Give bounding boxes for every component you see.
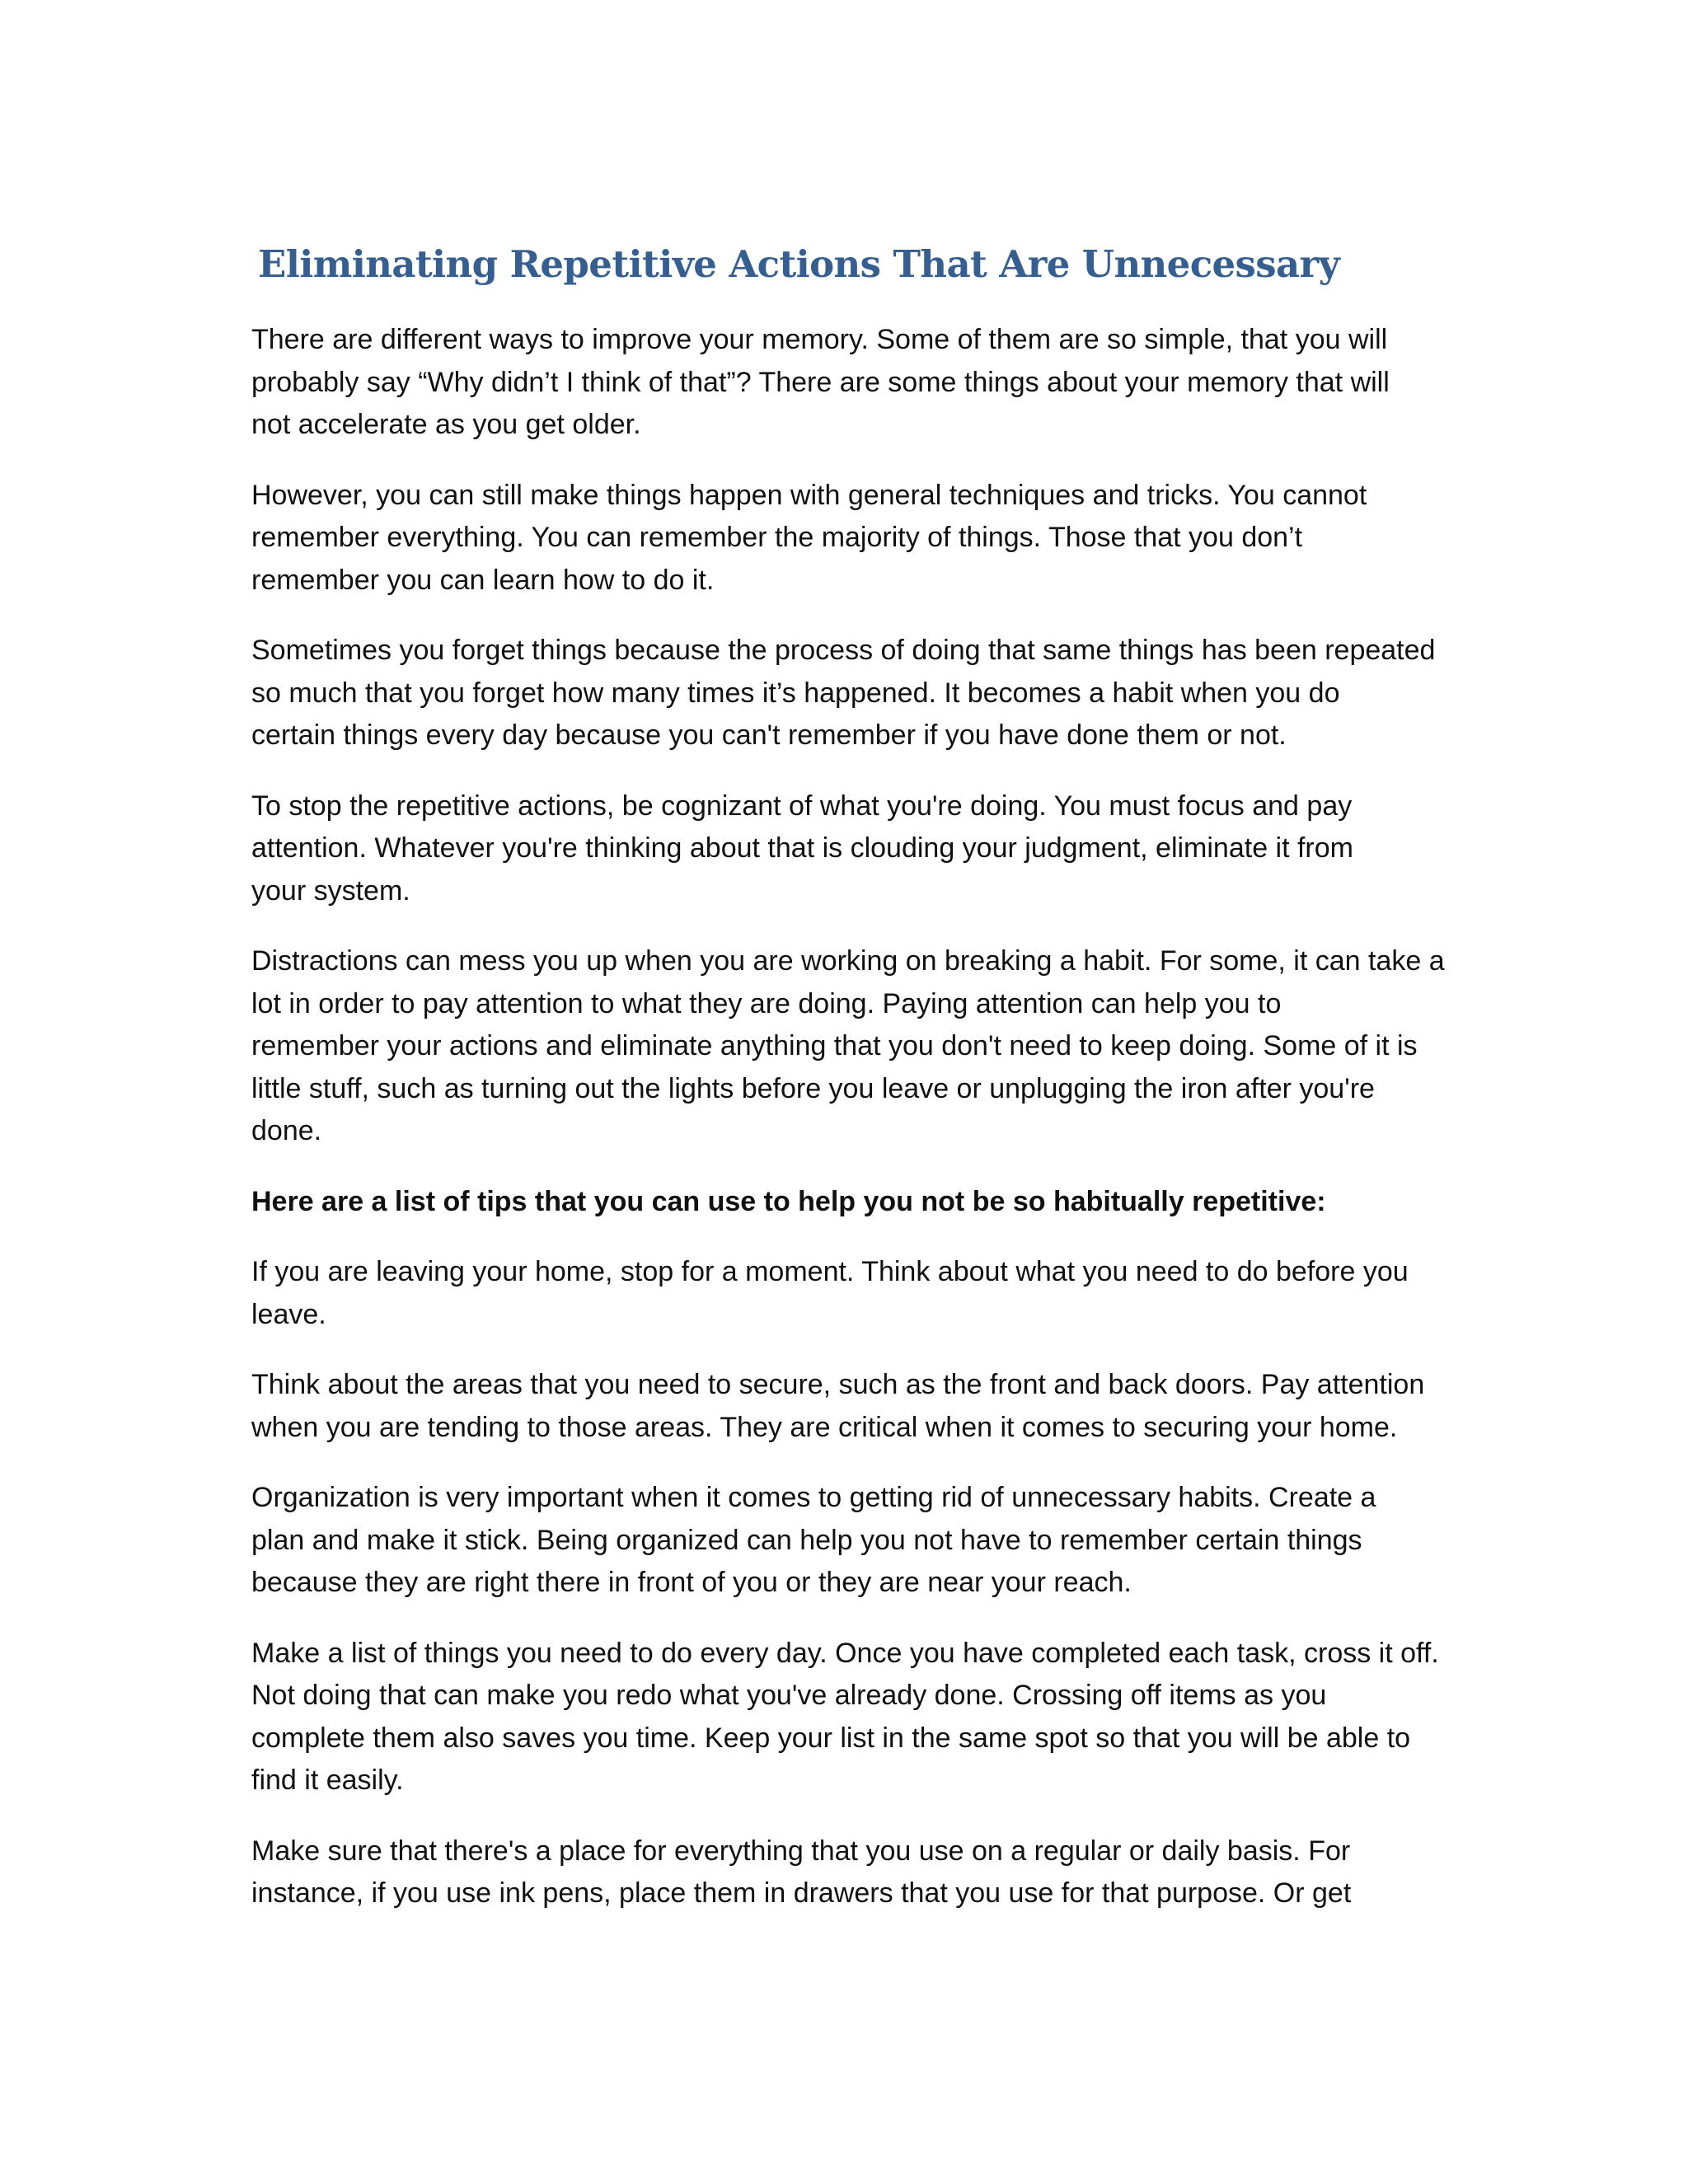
- text-line: Distractions can mess you up when you are working on breaking a habit. For some, it can take a: [251, 945, 1445, 977]
- text-line: when you are tending to those areas. They are critical when it comes to securing your home.: [251, 1411, 1398, 1443]
- text-line: Not doing that can make you redo what you've already done. Crossing off items as you: [251, 1680, 1327, 1711]
- body-paragraph: [251, 475, 1455, 602]
- text-line: Sometimes you forget things because the process of doing that same things has been repeated: [251, 635, 1436, 666]
- text-line: lot in order to pay attention to what they are doing. Paying attention can help you to: [251, 987, 1282, 1019]
- text-line: To stop the repetitive actions, be cognizant of what you're doing. You must focus and pay: [251, 790, 1353, 822]
- text-line: little stuff, such as turning out the lights before you leave or unplugging the iron after you're: [251, 1072, 1375, 1104]
- text-line: certain things every day because you can't remember if you have done them or not.: [251, 719, 1287, 751]
- text-line: not accelerate as you get older.: [251, 409, 641, 440]
- document-title: Eliminating Repetitive Actions That Are Unnecessary: [258, 242, 1340, 286]
- text-line: There are different ways to improve your memory. Some of them are so simple, that you will: [251, 324, 1388, 355]
- body-paragraph: [251, 785, 1455, 913]
- body-paragraph: [251, 1364, 1455, 1449]
- text-line: Make a list of things you need to do every day. Once you have completed each task, cross it off.: [251, 1637, 1439, 1669]
- text-line: complete them also saves you time. Keep your list in the same spot so that you will be able to: [251, 1722, 1411, 1754]
- text-line: Here are a list of tips that you can use to help you not be so habitually repetitive:: [251, 1185, 1326, 1217]
- text-line: leave.: [251, 1298, 326, 1330]
- text-line: However, you can still make things happen with general techniques and tricks. You cannot: [251, 479, 1367, 511]
- document-body: [251, 235, 1455, 1943]
- body-paragraph: [251, 1633, 1455, 1802]
- body-paragraph: [251, 940, 1455, 1153]
- text-line: Think about the areas that you need to secure, such as the front and back doors. Pay attention: [251, 1369, 1425, 1400]
- text-line: instance, if you use ink pens, place them in drawers that you use for that purpose. Or get: [251, 1877, 1352, 1909]
- text-line: because they are right there in front of you or they are near your reach.: [251, 1567, 1132, 1598]
- paragraph-list: [251, 319, 1455, 1915]
- text-line: so much that you forget how many times it’s happened. It becomes a habit when you do: [251, 677, 1340, 709]
- text-line: your system.: [251, 874, 410, 907]
- text-line: attention. Whatever you're thinking about that is clouding your judgment, eliminate it from: [251, 832, 1353, 864]
- text-line: plan and make it stick. Being organized can help you not have to remember certain things: [251, 1524, 1362, 1556]
- text-line: Organization is very important when it comes to getting rid of unnecessary habits. Create a: [251, 1482, 1376, 1513]
- tips-heading-paragraph: [251, 1181, 1455, 1224]
- text-line: done.: [251, 1115, 322, 1146]
- body-paragraph: [251, 1830, 1455, 1915]
- text-line: remember you can learn how to do it.: [251, 564, 715, 596]
- text-line: If you are leaving your home, stop for a moment. Think about what you need to do before you: [251, 1256, 1409, 1287]
- text-line: find it easily.: [251, 1765, 404, 1796]
- text-line: probably say “Why didn’t I think of that”? There are some things about your memory that will: [251, 366, 1390, 398]
- body-paragraph: [251, 1477, 1455, 1605]
- text-line: remember your actions and eliminate anything that you don't need to keep doing. Some of it is: [251, 1030, 1418, 1062]
- text-line: remember everything. You can remember the majority of things. Those that you don’t: [251, 522, 1303, 553]
- body-paragraph: [251, 1251, 1455, 1336]
- body-paragraph: [251, 630, 1455, 757]
- text-line: Make sure that there's a place for everything that you use on a regular or daily basis. For: [251, 1835, 1351, 1867]
- body-paragraph: [251, 319, 1455, 447]
